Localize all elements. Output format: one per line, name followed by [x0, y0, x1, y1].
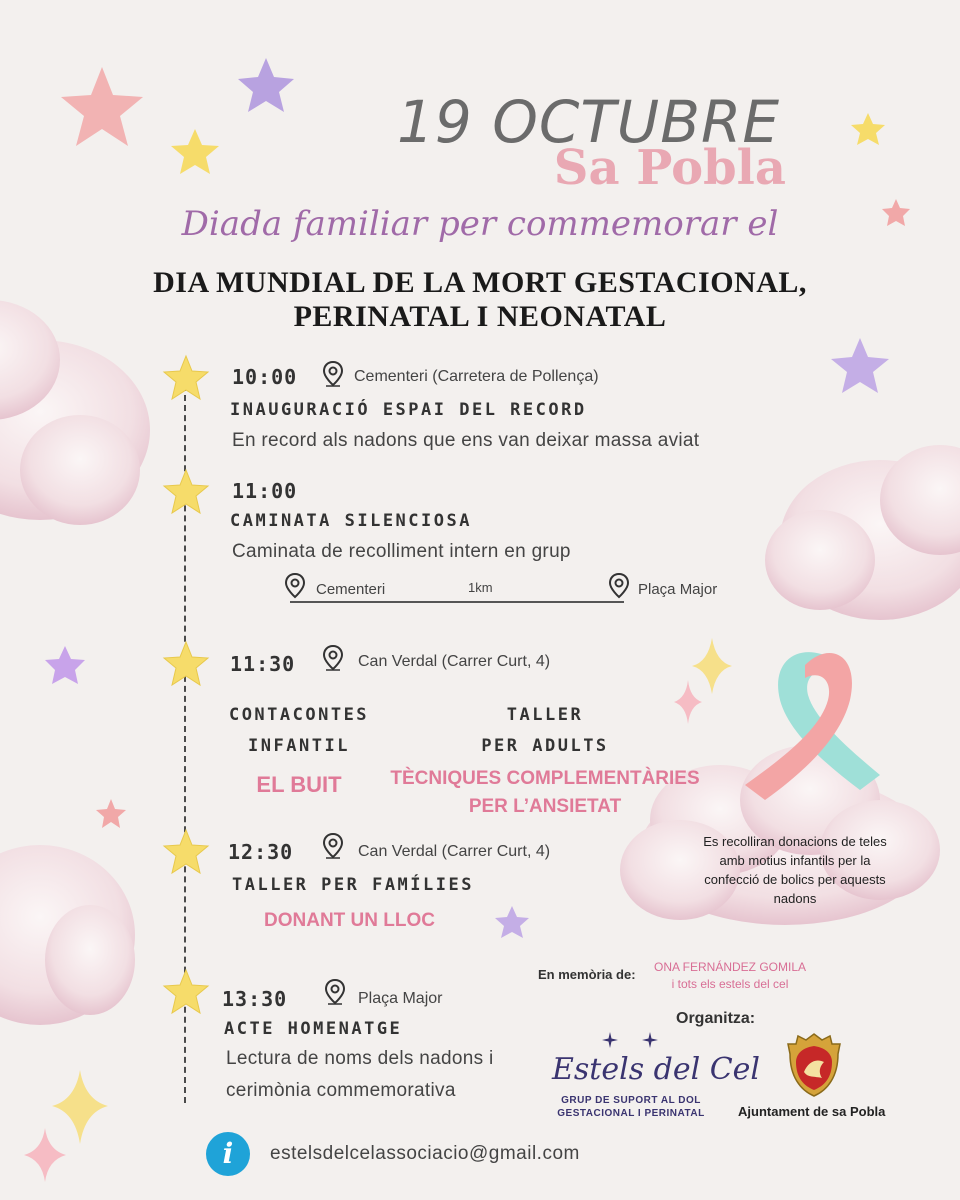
timeline-star-icon [160, 468, 212, 516]
sparkle-icon [600, 1030, 660, 1050]
memory-name-line2: i tots els estels del cel [671, 977, 789, 991]
donation-note-line: Es recolliran donacions de teles [703, 834, 887, 849]
event-title-line2: PERINATAL I NEONATAL [293, 300, 667, 333]
event4-location: Can Verdal (Carrer Curt, 4) [358, 843, 551, 860]
donation-note-line: nadons [773, 891, 817, 906]
workshop-title: TALLER [506, 705, 584, 725]
event-title [0, 266, 960, 334]
location-pin-icon [322, 644, 344, 672]
cloud-right [765, 445, 960, 620]
event4-highlight: DONANT UN LLOC [264, 910, 435, 931]
event5-location: Plaça Major [358, 990, 443, 1007]
workshop-audience: PER ADULTS [481, 736, 609, 756]
event5-description-line2: cerimònia commemorativa [226, 1080, 456, 1101]
event5-activity: ACTE HOMENATGE [224, 1019, 403, 1039]
donation-note [680, 832, 910, 908]
event4-activity: TALLER PER FAMÍLIES [232, 875, 474, 895]
estels-subtitle-line2: GESTACIONAL I PERINATAL [557, 1108, 705, 1119]
event-place: Sa Pobla [553, 140, 786, 196]
route-line [290, 601, 624, 603]
event1-description: En record als nadons que ens van deixar massa aviat [232, 430, 700, 451]
location-pin-icon [608, 572, 630, 600]
estels-subtitle-line1: GRUP DE SUPORT AL DOL [561, 1095, 701, 1106]
event5-time: 13:30 [222, 987, 288, 1011]
info-icon: i [206, 1132, 250, 1176]
storytelling-highlight: EL BUIT [256, 772, 342, 797]
contact-email[interactable]: estelsdelcelassociacio@gmail.com [270, 1143, 580, 1164]
memory-name-line1: ONA FERNÁNDEZ GOMILA [653, 960, 807, 974]
event1-activity: INAUGURACIÓ ESPAI DEL RECORD [230, 400, 587, 420]
donation-note-line: confecció de bolics per aquests [704, 872, 886, 887]
estels-del-cel-logo: Estels del Cel [552, 1052, 761, 1087]
estels-del-cel-subtitle [546, 1094, 716, 1120]
event2-time: 11:00 [232, 479, 298, 503]
memory-label: En memòria de: [538, 967, 636, 982]
location-pin-icon [284, 572, 306, 600]
route-to: Plaça Major [638, 581, 718, 598]
event5-description-line1: Lectura de noms dels nadons i [226, 1048, 494, 1069]
ajuntament-label: Ajuntament de sa Pobla [738, 1104, 886, 1119]
event-subtitle: Diada familiar per commemorar el [181, 204, 779, 244]
event4-time: 12:30 [228, 840, 294, 864]
event-title-line1: DIA MUNDIAL DE LA MORT GESTACIONAL, [153, 266, 807, 299]
workshop-highlight-line2: PER L’ANSIETAT [468, 796, 622, 817]
event1-time: 10:00 [232, 365, 298, 389]
event2-activity: CAMINATA SILENCIOSA [230, 511, 472, 531]
event-date: 19 OCTUBRE [396, 88, 780, 156]
location-pin-icon [324, 978, 346, 1006]
storytelling-audience: INFANTIL [248, 736, 350, 756]
timeline-star-icon [160, 354, 212, 402]
coat-of-arms-icon [782, 1032, 846, 1098]
event2-description: Caminata de recolliment intern en grup [232, 541, 571, 562]
storytelling-title: CONTACONTES [228, 705, 370, 725]
organizers-label: Organitza: [676, 1010, 756, 1027]
timeline-star-icon [160, 640, 212, 688]
timeline-star-icon [160, 968, 212, 1016]
event3-location: Can Verdal (Carrer Curt, 4) [358, 653, 551, 670]
workshop-highlight-line1: TÈCNIQUES COMPLEMENTÀRIES [390, 768, 700, 789]
donation-note-line: amb motius infantils per la [719, 853, 871, 868]
location-pin-icon [322, 832, 344, 860]
timeline-star-icon [160, 828, 212, 876]
event1-location: Cementeri (Carretera de Pollença) [354, 368, 599, 385]
event3-time: 11:30 [230, 652, 296, 676]
route-distance: 1km [468, 580, 493, 595]
location-pin-icon [322, 360, 344, 388]
cloud-left-bottom [0, 845, 135, 1025]
route-from: Cementeri [316, 581, 386, 598]
memory-name [640, 960, 820, 991]
